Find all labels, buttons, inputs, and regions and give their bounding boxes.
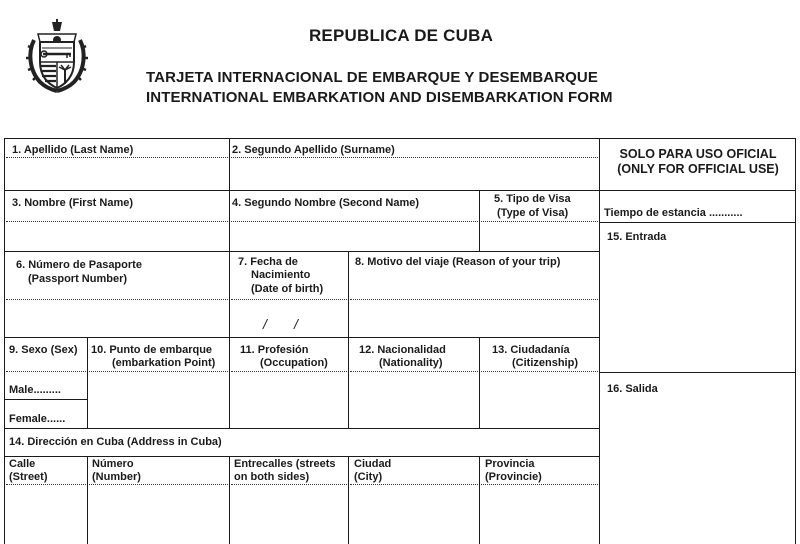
country-title: REPUBLICA DE CUBA [308, 26, 494, 45]
official-use-title: SOLO PARA USO OFICIAL [619, 147, 777, 161]
second-name-label: 4. Segundo Nombre (Second Name) [232, 197, 420, 209]
label-underline [6, 371, 86, 372]
column-divider [87, 456, 88, 544]
column-divider [348, 337, 349, 428]
label-underline [350, 371, 478, 372]
coat-of-arms-icon [26, 18, 88, 94]
label-underline [89, 371, 228, 372]
row-divider [4, 251, 600, 252]
label-underline [231, 221, 478, 222]
exit-label: 16. Salida [607, 383, 658, 395]
label-underline [350, 484, 478, 485]
number-label-en: (Number) [92, 471, 141, 483]
citizenship-label: 13. Ciudadanía [492, 344, 570, 356]
passport-number-field[interactable] [6, 302, 228, 335]
label-underline [231, 157, 598, 158]
official-use-title-en: (ONLY FOR OFFICIAL USE) [617, 162, 779, 176]
row-divider [4, 399, 88, 400]
column-divider [229, 456, 230, 544]
dob-separator: / [263, 316, 267, 332]
visa-type-label-en: (Type of Visa) [497, 207, 569, 219]
label-underline [231, 371, 347, 372]
column-divider [229, 337, 230, 428]
street-field[interactable] [6, 487, 86, 542]
column-divider [229, 138, 230, 251]
column-divider [87, 337, 88, 428]
last-name-field[interactable] [6, 160, 228, 188]
column-divider [479, 190, 480, 251]
column-divider [479, 337, 480, 428]
label-underline [89, 484, 228, 485]
column-divider [348, 456, 349, 544]
column-divider [229, 251, 230, 337]
label-underline [481, 221, 598, 222]
number-field[interactable] [89, 487, 228, 542]
second-name-field[interactable] [231, 224, 478, 249]
length-of-stay-label: Tiempo de estancia ........... [604, 207, 743, 219]
address-label: 14. Dirección en Cuba (Address in Cuba) [9, 436, 222, 448]
label-underline [350, 299, 598, 300]
label-underline [481, 484, 598, 485]
nationality-label: 12. Nacionalidad [359, 344, 446, 356]
occupation-label: 11. Profesión [240, 344, 309, 356]
dob-label-en: (Date of birth) [251, 283, 324, 295]
city-field[interactable] [350, 487, 478, 542]
form-left-border [4, 138, 5, 544]
province-label: Provincia [485, 458, 535, 470]
nationality-field[interactable] [350, 374, 478, 426]
trip-reason-label: 8. Motivo del viaje (Reason of your trip) [355, 256, 561, 268]
dob-separator: / [294, 316, 298, 332]
visa-type-label: 5. Tipo de Visa [494, 193, 571, 205]
row-divider [4, 337, 600, 338]
street-label-en: (Street) [9, 471, 48, 483]
column-divider [348, 251, 349, 337]
label-underline [231, 299, 347, 300]
number-label: Número [92, 458, 134, 470]
sex-female-option[interactable]: Female...... [9, 413, 66, 425]
row-divider [4, 428, 600, 429]
first-name-field[interactable] [6, 224, 228, 249]
form-top-border [4, 138, 796, 139]
embarkation-point-label-en: (embarkation Point) [112, 357, 216, 369]
label-underline [6, 299, 228, 300]
city-label: Ciudad [354, 458, 392, 470]
city-label-en: (City) [354, 471, 383, 483]
official-column-border [599, 138, 600, 544]
nationality-label-en: (Nationality) [379, 357, 443, 369]
visa-type-field[interactable] [481, 224, 598, 249]
trip-reason-field[interactable] [350, 302, 598, 335]
sex-male-option[interactable]: Male......... [9, 384, 61, 396]
province-label-en: (Provincie) [485, 471, 542, 483]
passport-number-label-en: (Passport Number) [28, 273, 128, 285]
date-of-birth-field[interactable] [231, 302, 347, 335]
occupation-label-en: (Occupation) [260, 357, 328, 369]
row-divider [4, 190, 796, 191]
passport-number-label: 6. Número de Pasaporte [16, 259, 142, 271]
citizenship-label-en: (Citizenship) [512, 357, 578, 369]
first-name-label: 3. Nombre (First Name) [12, 197, 134, 209]
form-title-spanish: TARJETA INTERNACIONAL DE EMBARQUE Y DESEMBARQUE [146, 69, 598, 86]
surname-field[interactable] [231, 160, 598, 188]
label-underline [6, 221, 228, 222]
embarkation-point-label: 10. Punto de embarque [91, 344, 213, 356]
province-field[interactable] [481, 487, 598, 542]
label-underline [6, 484, 86, 485]
row-divider [4, 456, 600, 457]
dob-label: 7. Fecha de [238, 256, 298, 268]
form-title-english: INTERNATIONAL EMBARKATION AND DISEMBARKATION FORM [146, 89, 613, 106]
cross-streets-label-en: on both sides) [234, 471, 310, 483]
cross-streets-label: Entrecalles (streets [234, 458, 336, 470]
cross-streets-field[interactable] [231, 487, 347, 542]
street-label: Calle [9, 458, 36, 470]
embarkation-point-field[interactable] [89, 374, 228, 426]
official-divider [600, 372, 796, 373]
last-name-label: 1. Apellido (Last Name) [12, 144, 134, 156]
official-divider [600, 222, 796, 223]
surname-label: 2. Segundo Apellido (Surname) [232, 144, 395, 156]
label-underline [6, 157, 228, 158]
citizenship-field[interactable] [481, 374, 598, 426]
sex-label: 9. Sexo (Sex) [9, 344, 78, 356]
label-underline [231, 484, 347, 485]
dob-label-line2: Nacimiento [251, 269, 311, 281]
form-right-border [795, 138, 796, 544]
entry-label: 15. Entrada [607, 231, 667, 243]
occupation-field[interactable] [231, 374, 347, 426]
label-underline [481, 371, 598, 372]
column-divider [479, 456, 480, 544]
